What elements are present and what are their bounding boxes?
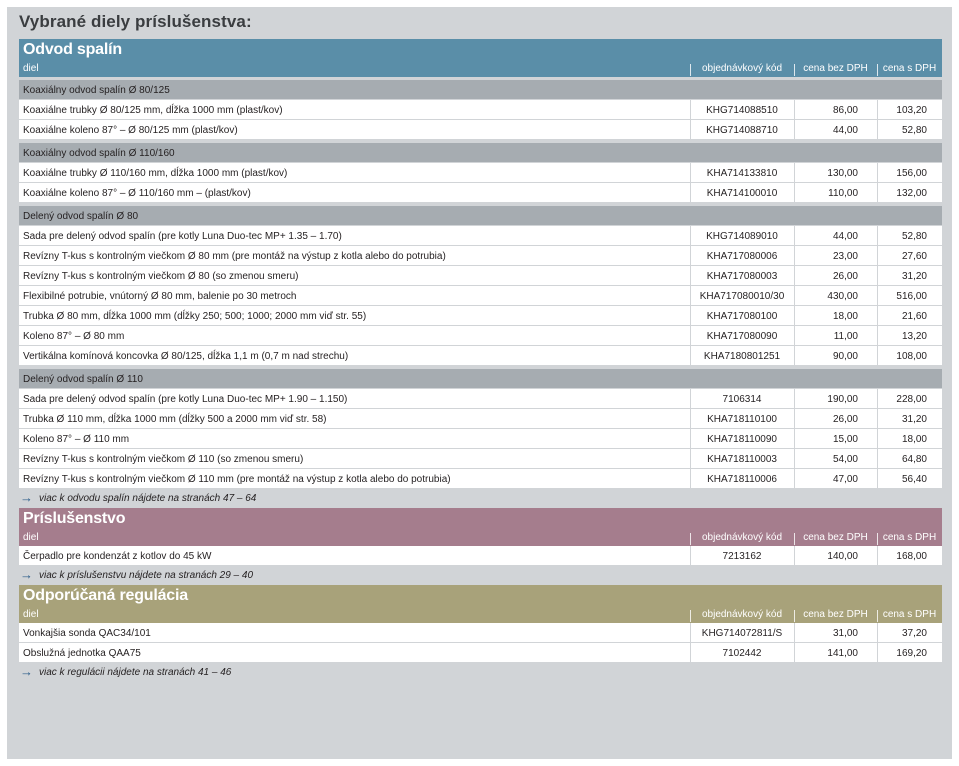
column-price-gross: cena s DPH: [877, 63, 942, 74]
table-row: Koaxiálne trubky Ø 110/160 mm, dĺžka 1000 mm (plast/kov) KHA714133810 130,00 156,00: [19, 163, 942, 183]
group-header: Koaxiálny odvod spalín Ø 80/125: [19, 80, 942, 100]
table-row: Flexibilné potrubie, vnútorný Ø 80 mm, balenie po 30 metroch KHA717080010/30 430,00 516,00: [19, 286, 942, 306]
table-row: Vonkajšia sonda QAC34/101 KHG714072811/S 31,00 37,20: [19, 623, 942, 643]
column-code: objednávkový kód: [690, 609, 794, 620]
table-row: Čerpadlo pre kondenzát z kotlov do 45 kW 7213162 140,00 168,00: [19, 546, 942, 566]
arrow-right-icon: →: [20, 567, 33, 582]
column-price-net: cena bez DPH: [794, 609, 877, 620]
section-title: Odvod spalín: [23, 41, 122, 58]
table-row: Koaxiálne koleno 87° – Ø 110/160 mm – (plast/kov) KHA714100010 110,00 132,00: [19, 183, 942, 203]
table-row: Sada pre delený odvod spalín (pre kotly Luna Duo-tec MP+ 1.35 – 1.70) KHG714089010 44,00 52,80: [19, 226, 942, 246]
table-row: Trubka Ø 80 mm, dĺžka 1000 mm (dĺžky 250; 500; 1000; 2000 mm viď str. 55) KHA717080100 18,00 21,60: [19, 306, 942, 326]
table-row: Sada pre delený odvod spalín (pre kotly Luna Duo-tec MP+ 1.90 – 1.150) 7106314 190,00 228,00: [19, 389, 942, 409]
column-price-gross: cena s DPH: [877, 609, 942, 620]
page-title: Vybrané diely príslušenstva:: [19, 12, 252, 31]
column-part: diel: [23, 532, 39, 543]
arrow-right-icon: →: [20, 490, 33, 505]
table-row: Koaxiálne trubky Ø 80/125 mm, dĺžka 1000 mm (plast/kov) KHG714088510 86,00 103,20: [19, 100, 942, 120]
table-row: Obslužná jednotka QAA75 7102442 141,00 169,20: [19, 643, 942, 663]
column-price-net: cena bez DPH: [794, 63, 877, 74]
group-header: Delený odvod spalín Ø 80: [19, 206, 942, 226]
more-info-link[interactable]: → viac k príslušenstvu nájdete na stranách 29 – 40: [20, 567, 254, 582]
column-price-gross: cena s DPH: [877, 532, 942, 543]
column-code: objednávkový kód: [690, 532, 794, 543]
more-info-link[interactable]: → viac k regulácii nájdete na stranách 41 – 46: [20, 664, 232, 679]
column-code: objednávkový kód: [690, 63, 794, 74]
section-header-odvod-spalin: [19, 39, 942, 77]
column-part: diel: [23, 609, 39, 620]
table-row: Revízny T-kus s kontrolným viečkom Ø 110 (so zmenou smeru) KHA718110003 54,00 64,80: [19, 449, 942, 469]
section-header-prislusenstvo: [19, 508, 942, 546]
section-title: Odporúčaná regulácia: [23, 587, 188, 604]
price-table: [19, 39, 942, 682]
column-price-net: cena bez DPH: [794, 532, 877, 543]
table-row: Koleno 87° – Ø 110 mm KHA718110090 15,00 18,00: [19, 429, 942, 449]
table-row: Revízny T-kus s kontrolným viečkom Ø 80 (so zmenou smeru) KHA717080003 26,00 31,20: [19, 266, 942, 286]
more-info-link[interactable]: → viac k odvodu spalín nájdete na stranách 47 – 64: [20, 490, 257, 505]
table-row: Koaxiálne koleno 87° – Ø 80/125 mm (plast/kov) KHG714088710 44,00 52,80: [19, 120, 942, 140]
section-header-regulacia: [19, 585, 942, 623]
table-row: Revízny T-kus s kontrolným viečkom Ø 110 mm (pre montáž na výstup z kotla alebo do potrubia) KHA718110006 47,00 56,40: [19, 469, 942, 489]
table-row: Vertikálna komínová koncovka Ø 80/125, dĺžka 1,1 m (0,7 m nad strechu) KHA7180801251 90,00 108,00: [19, 346, 942, 366]
table-row: Koleno 87° – Ø 80 mm KHA717080090 11,00 13,20: [19, 326, 942, 346]
table-row: Trubka Ø 110 mm, dĺžka 1000 mm (dĺžky 500 a 2000 mm viď str. 58) KHA718110100 26,00 31,20: [19, 409, 942, 429]
group-header: Koaxiálny odvod spalín Ø 110/160: [19, 143, 942, 163]
table-row: Revízny T-kus s kontrolným viečkom Ø 80 mm (pre montáž na výstup z kotla alebo do potrubia) KHA717080006 23,00 27,60: [19, 246, 942, 266]
column-part: diel: [23, 63, 39, 74]
page-panel: [7, 7, 952, 759]
arrow-right-icon: →: [20, 664, 33, 679]
section-title: Príslušenstvo: [23, 510, 126, 527]
group-header: Delený odvod spalín Ø 110: [19, 369, 942, 389]
